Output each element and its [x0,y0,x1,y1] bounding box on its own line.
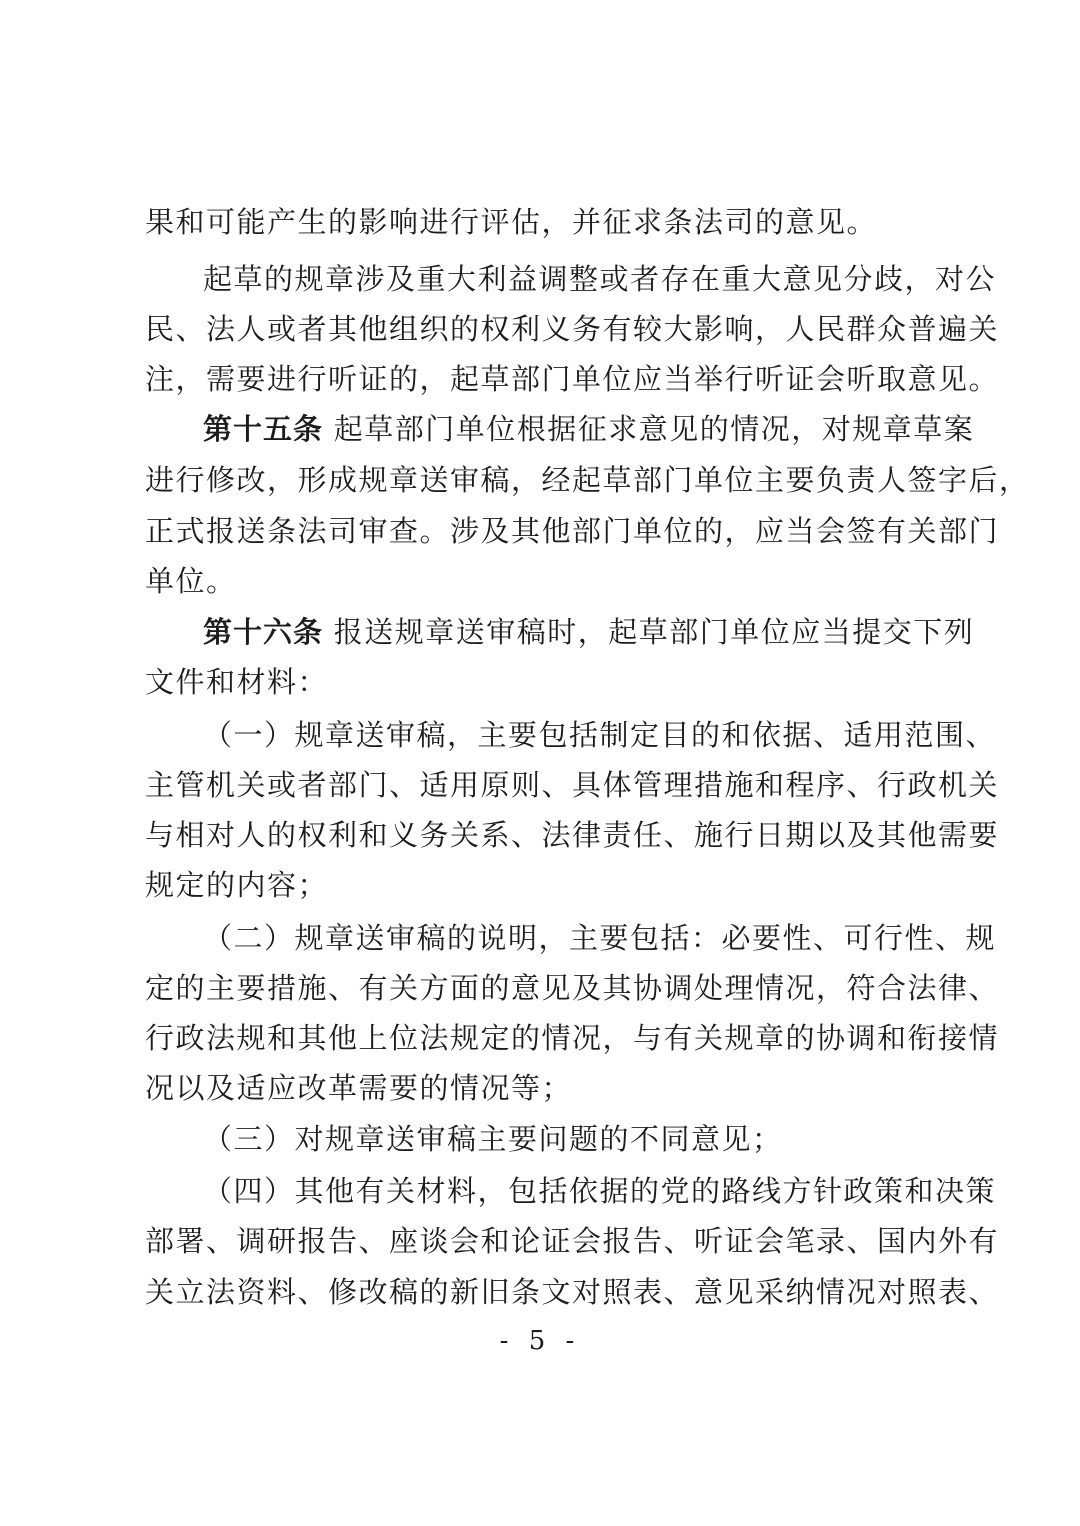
text-line-18: 况以及适应改革需要的情况等； [145,1071,573,1105]
text-line-13: 与相对人的权利和义务关系、法律责任、施行日期以及其他需要 [145,818,1000,852]
text-line-2: 起草的规章涉及重大利益调整或者存在重大意见分歧，对公 [203,262,997,296]
text-line-8: 单位。 [145,564,237,598]
text-line-19: （三）对规章送审稿主要问题的不同意见； [203,1122,783,1156]
text-line-14: 规定的内容； [145,868,329,902]
article-16-heading: 第十六条 [203,615,324,649]
text-line-21: 部署、调研报告、座谈会和论证会报告、听证会笔录、国内外有 [145,1224,1000,1258]
text-line-4: 注，需要进行听证的，起草部门单位应当举行听证会听取意见。 [145,362,1000,396]
text-line-22: 关立法资料、修改稿的新旧条文对照表、意见采纳情况对照表、 [145,1275,1000,1309]
text-line-11: （一）规章送审稿，主要包括制定目的和依据、适用范围、 [203,718,997,752]
article-15-text: 起草部门单位根据征求意见的情况，对规章草案 [333,412,975,446]
text-line-6: 进行修改，形成规章送审稿，经起草部门单位主要负责人签字后， [145,463,1030,497]
text-line-1: 果和可能产生的影响进行评估，并征求条法司的意见。 [145,205,878,239]
text-line-3: 民、法人或者其他组织的权利义务有较大影响，人民群众普遍关 [145,312,1000,346]
article-16-first-line [203,608,975,656]
text-line-7: 正式报送条法司审查。涉及其他部门单位的，应当会签有关部门 [145,514,1000,548]
text-line-16: 定的主要措施、有关方面的意见及其协调处理情况，符合法律、 [145,971,1000,1005]
text-line-17: 行政法规和其他上位法规定的情况，与有关规章的协调和衔接情 [145,1021,1000,1055]
text-line-10: 文件和材料： [145,665,329,699]
text-line-15: （二）规章送审稿的说明，主要包括：必要性、可行性、规 [203,921,997,955]
article-16-text: 报送规章送审稿时，起草部门单位应当提交下列 [333,615,975,649]
page-number: - 5 - [499,1326,581,1356]
text-line-12: 主管机关或者部门、适用原则、具体管理措施和程序、行政机关 [145,768,1000,802]
article-15-first-line [203,405,975,453]
text-line-20: （四）其他有关材料，包括依据的党的路线方针政策和决策 [203,1174,997,1208]
article-15-heading: 第十五条 [203,412,324,446]
